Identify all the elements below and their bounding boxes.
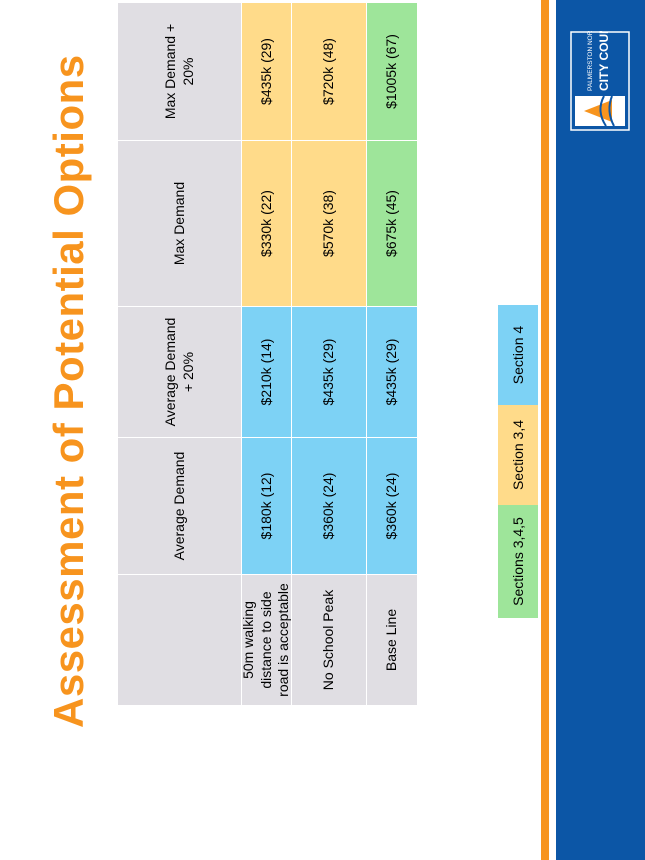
table-cell: $330k (22) bbox=[242, 140, 292, 306]
table-cell: $570k (38) bbox=[292, 140, 367, 306]
row-header: 50m walking distance to side road is acceptable bbox=[242, 574, 292, 705]
table-cell: $180k (12) bbox=[242, 437, 292, 574]
table-cell: $1005k (67) bbox=[367, 2, 418, 140]
table-cell: $435k (29) bbox=[367, 306, 418, 437]
table-cell: $720k (48) bbox=[292, 2, 367, 140]
council-logo bbox=[570, 31, 630, 131]
table-cell: $435k (29) bbox=[292, 306, 367, 437]
table-cell: $360k (24) bbox=[367, 437, 418, 574]
legend bbox=[498, 305, 538, 618]
column-header: Max Demand bbox=[118, 140, 242, 306]
column-header: Max Demand + 20% bbox=[118, 2, 242, 140]
options-table bbox=[118, 2, 468, 705]
legend-item-section-4: Section 4 bbox=[498, 305, 538, 405]
slide-title: Assessment of Potential Options bbox=[45, 54, 92, 728]
table-cell: $210k (14) bbox=[242, 306, 292, 437]
accent-stripe bbox=[541, 0, 549, 860]
column-header: Average Demand + 20% bbox=[118, 306, 242, 437]
table-cell: $360k (24) bbox=[292, 437, 367, 574]
table-cell: $435k (29) bbox=[242, 2, 292, 140]
legend-item-section-34: Section 3,4 bbox=[498, 405, 538, 505]
logo-line-2: CITY COUNCIL bbox=[597, 31, 611, 91]
row-header: Base Line bbox=[367, 574, 418, 705]
logo-line-1: PALMERSTON NORTH bbox=[587, 31, 594, 91]
row-header: No School Peak bbox=[292, 574, 367, 705]
legend-item-sections-345: Sections 3,4,5 bbox=[498, 505, 538, 618]
table-cell: $675k (45) bbox=[367, 140, 418, 306]
column-header: Average Demand bbox=[118, 437, 242, 574]
table-corner-cell bbox=[118, 574, 242, 705]
